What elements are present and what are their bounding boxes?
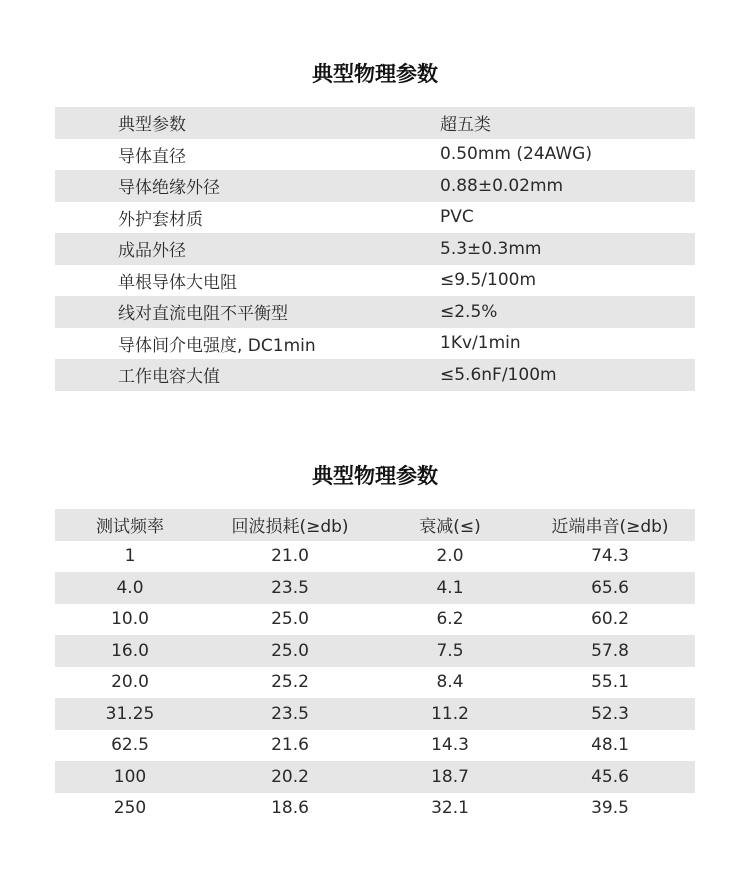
table-cell: 60.2	[591, 609, 629, 630]
table-row	[55, 139, 695, 171]
param-label: 导体直径	[118, 146, 186, 167]
param-value: 0.50mm (24AWG)	[440, 144, 592, 165]
table-cell: 45.6	[591, 766, 629, 787]
param-label: 单根导体大电阻	[118, 272, 237, 293]
table-cell: 74.3	[591, 546, 629, 567]
table-row	[55, 170, 695, 202]
table-cell: 23.5	[271, 703, 309, 724]
section-title-physical-params: 典型物理参数	[312, 62, 438, 86]
table-cell: 20.2	[271, 766, 309, 787]
param-label: 工作电容大值	[118, 367, 220, 388]
column-header: 测试频率	[96, 517, 164, 538]
table-cell: 31.25	[105, 703, 155, 724]
table-cell: 250	[113, 798, 147, 819]
table-cell: 48.1	[591, 735, 629, 756]
table-row	[55, 265, 695, 297]
table-cell: 65.6	[591, 577, 629, 598]
table-cell: 25.0	[271, 609, 309, 630]
table-cell: 8.4	[436, 672, 464, 693]
table-cell: 4.0	[116, 577, 144, 598]
table-cell: 23.5	[271, 577, 309, 598]
table-cell: 25.2	[271, 672, 309, 693]
table-row	[55, 604, 695, 636]
table-cell: 32.1	[431, 798, 469, 819]
table-cell: 100	[113, 766, 147, 787]
table-row	[55, 761, 695, 793]
param-value: 0.88±0.02mm	[440, 175, 564, 196]
table-cell: 55.1	[591, 672, 629, 693]
table-row	[55, 635, 695, 667]
frequency-params-table	[55, 509, 695, 824]
table-cell: 16.0	[111, 640, 149, 661]
column-header: 回波损耗(≥db)	[231, 517, 349, 538]
table-row	[55, 698, 695, 730]
table-cell: 21.0	[271, 546, 309, 567]
table-row	[55, 572, 695, 604]
param-label: 典型参数	[118, 115, 186, 136]
param-label: 成品外径	[118, 241, 186, 262]
param-value: 1Kv/1min	[440, 333, 521, 354]
table-cell: 52.3	[591, 703, 629, 724]
table-cell: 14.3	[431, 735, 469, 756]
table-cell: 2.0	[436, 546, 464, 567]
table-cell: 18.6	[271, 798, 309, 819]
table-row	[55, 541, 695, 573]
param-label: 外护套材质	[118, 209, 203, 230]
param-value: PVC	[440, 207, 474, 228]
physical-params-table	[55, 107, 695, 391]
param-value: ≤2.5%	[440, 301, 498, 322]
table-cell: 20.0	[111, 672, 149, 693]
table-cell: 18.7	[431, 766, 469, 787]
table-cell: 39.5	[591, 798, 629, 819]
table-cell: 7.5	[436, 640, 464, 661]
table-row	[55, 296, 695, 328]
table-row	[55, 359, 695, 391]
param-value: 超五类	[440, 115, 491, 136]
table-cell: 10.0	[111, 609, 149, 630]
table-cell: 4.1	[436, 577, 464, 598]
param-label: 导体绝缘外径	[118, 178, 220, 199]
param-value: ≤5.6nF/100m	[440, 364, 557, 385]
table-cell: 11.2	[431, 703, 469, 724]
table-row	[55, 730, 695, 762]
param-label: 导体间介电强度, DC1min	[118, 335, 316, 356]
table-row	[55, 107, 695, 139]
table-cell: 25.0	[271, 640, 309, 661]
table-row	[55, 793, 695, 825]
param-value: 5.3±0.3mm	[440, 238, 542, 259]
table-header-row	[55, 509, 695, 541]
column-header: 衰减(≤)	[419, 517, 481, 538]
table-row	[55, 233, 695, 265]
table-cell: 1	[124, 546, 136, 567]
param-label: 线对直流电阻不平衡型	[118, 304, 288, 325]
table-row	[55, 202, 695, 234]
table-cell: 6.2	[436, 609, 464, 630]
table-cell: 21.6	[271, 735, 309, 756]
table-cell: 57.8	[591, 640, 629, 661]
section-title-frequency-params: 典型物理参数	[312, 464, 438, 488]
table-row	[55, 667, 695, 699]
table-cell: 62.5	[111, 735, 149, 756]
column-header: 近端串音(≥db)	[551, 517, 669, 538]
table-row	[55, 328, 695, 360]
param-value: ≤9.5/100m	[440, 270, 537, 291]
